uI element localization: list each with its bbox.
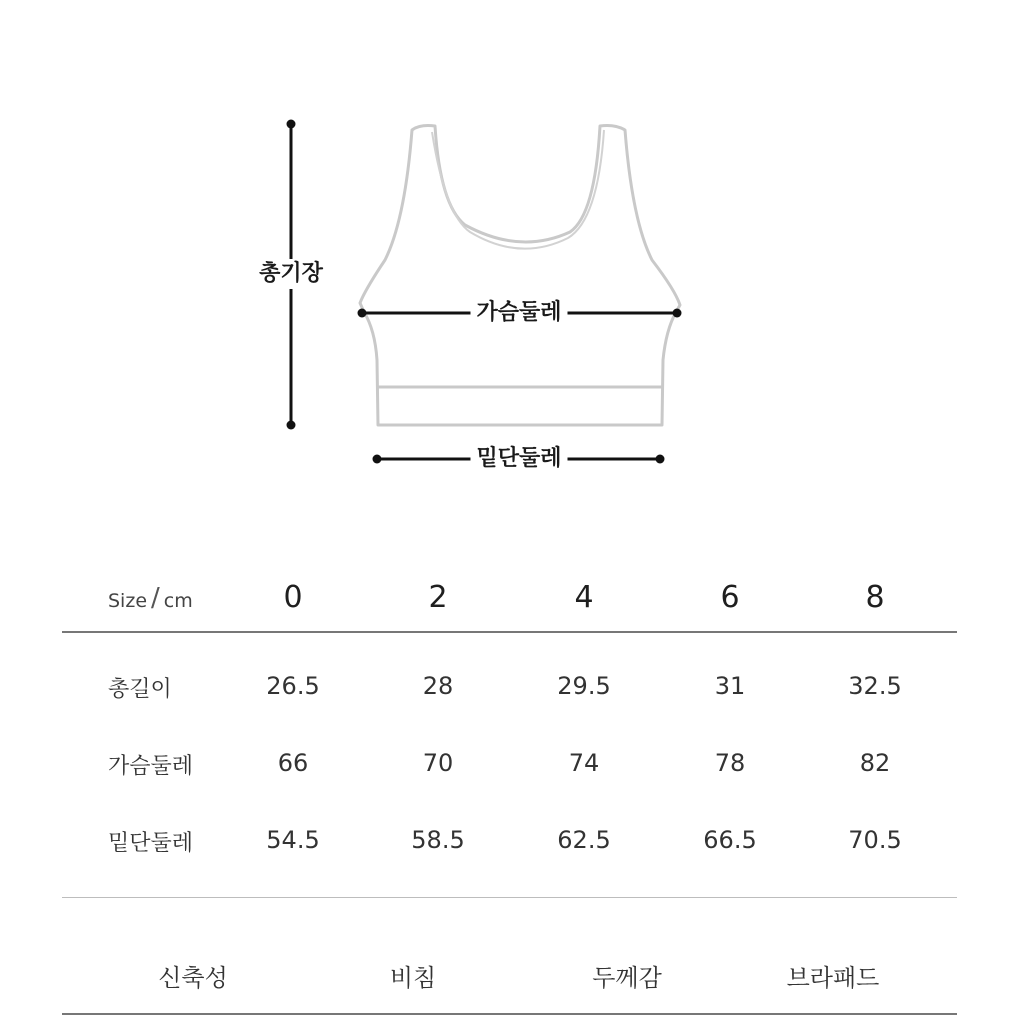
feature-stretch: 신축성 bbox=[158, 964, 228, 992]
total-length-label: 총기장 bbox=[253, 259, 329, 289]
size-col-4: 4 bbox=[574, 580, 594, 615]
table-cell: 31 bbox=[714, 672, 746, 700]
size-header-label bbox=[108, 584, 193, 614]
row-label-hem: 밑단둘레 bbox=[108, 831, 194, 856]
total-length-bottom-dot bbox=[287, 421, 296, 430]
row-label-chest: 가슴둘레 bbox=[108, 754, 194, 779]
table-header-divider bbox=[62, 631, 957, 633]
feature-bra-pad: 브라패드 bbox=[786, 964, 880, 992]
features-divider bbox=[62, 1013, 957, 1015]
table-cell: 74 bbox=[568, 749, 600, 777]
size-col-0: 0 bbox=[283, 580, 303, 615]
table-cell: 66 bbox=[277, 749, 309, 777]
size-col-6: 6 bbox=[720, 580, 740, 615]
bra-top-outline bbox=[360, 126, 680, 426]
row-label-total-length: 총길이 bbox=[108, 677, 172, 702]
chest-left-dot bbox=[358, 309, 367, 318]
table-cell: 78 bbox=[714, 749, 746, 777]
table-cell: 70.5 bbox=[848, 826, 902, 854]
hem-left-dot bbox=[373, 455, 382, 464]
size-col-8: 8 bbox=[865, 580, 885, 615]
table-cell: 62.5 bbox=[557, 826, 611, 854]
table-cell: 26.5 bbox=[266, 672, 320, 700]
table-cell: 82 bbox=[859, 749, 891, 777]
table-cell: 54.5 bbox=[266, 826, 320, 854]
table-cell: 70 bbox=[422, 749, 454, 777]
size-header-text: Size bbox=[108, 590, 148, 612]
table-cell: 28 bbox=[422, 672, 454, 700]
table-cell: 32.5 bbox=[848, 672, 902, 700]
table-cell: 29.5 bbox=[557, 672, 611, 700]
table-cell: 66.5 bbox=[703, 826, 757, 854]
hem-label: 밑단둘레 bbox=[470, 444, 567, 474]
feature-thickness: 두께감 bbox=[592, 964, 662, 992]
table-cell: 58.5 bbox=[411, 826, 465, 854]
chest-right-dot bbox=[673, 309, 682, 318]
hem-right-dot bbox=[656, 455, 665, 464]
chest-label: 가슴둘레 bbox=[470, 298, 567, 328]
total-length-top-dot bbox=[287, 120, 296, 129]
size-col-2: 2 bbox=[428, 580, 448, 615]
size-header-unit: cm bbox=[163, 590, 193, 612]
size-header-slash: / bbox=[151, 583, 160, 613]
table-bottom-divider bbox=[62, 897, 957, 898]
feature-sheerness: 비침 bbox=[389, 964, 437, 992]
